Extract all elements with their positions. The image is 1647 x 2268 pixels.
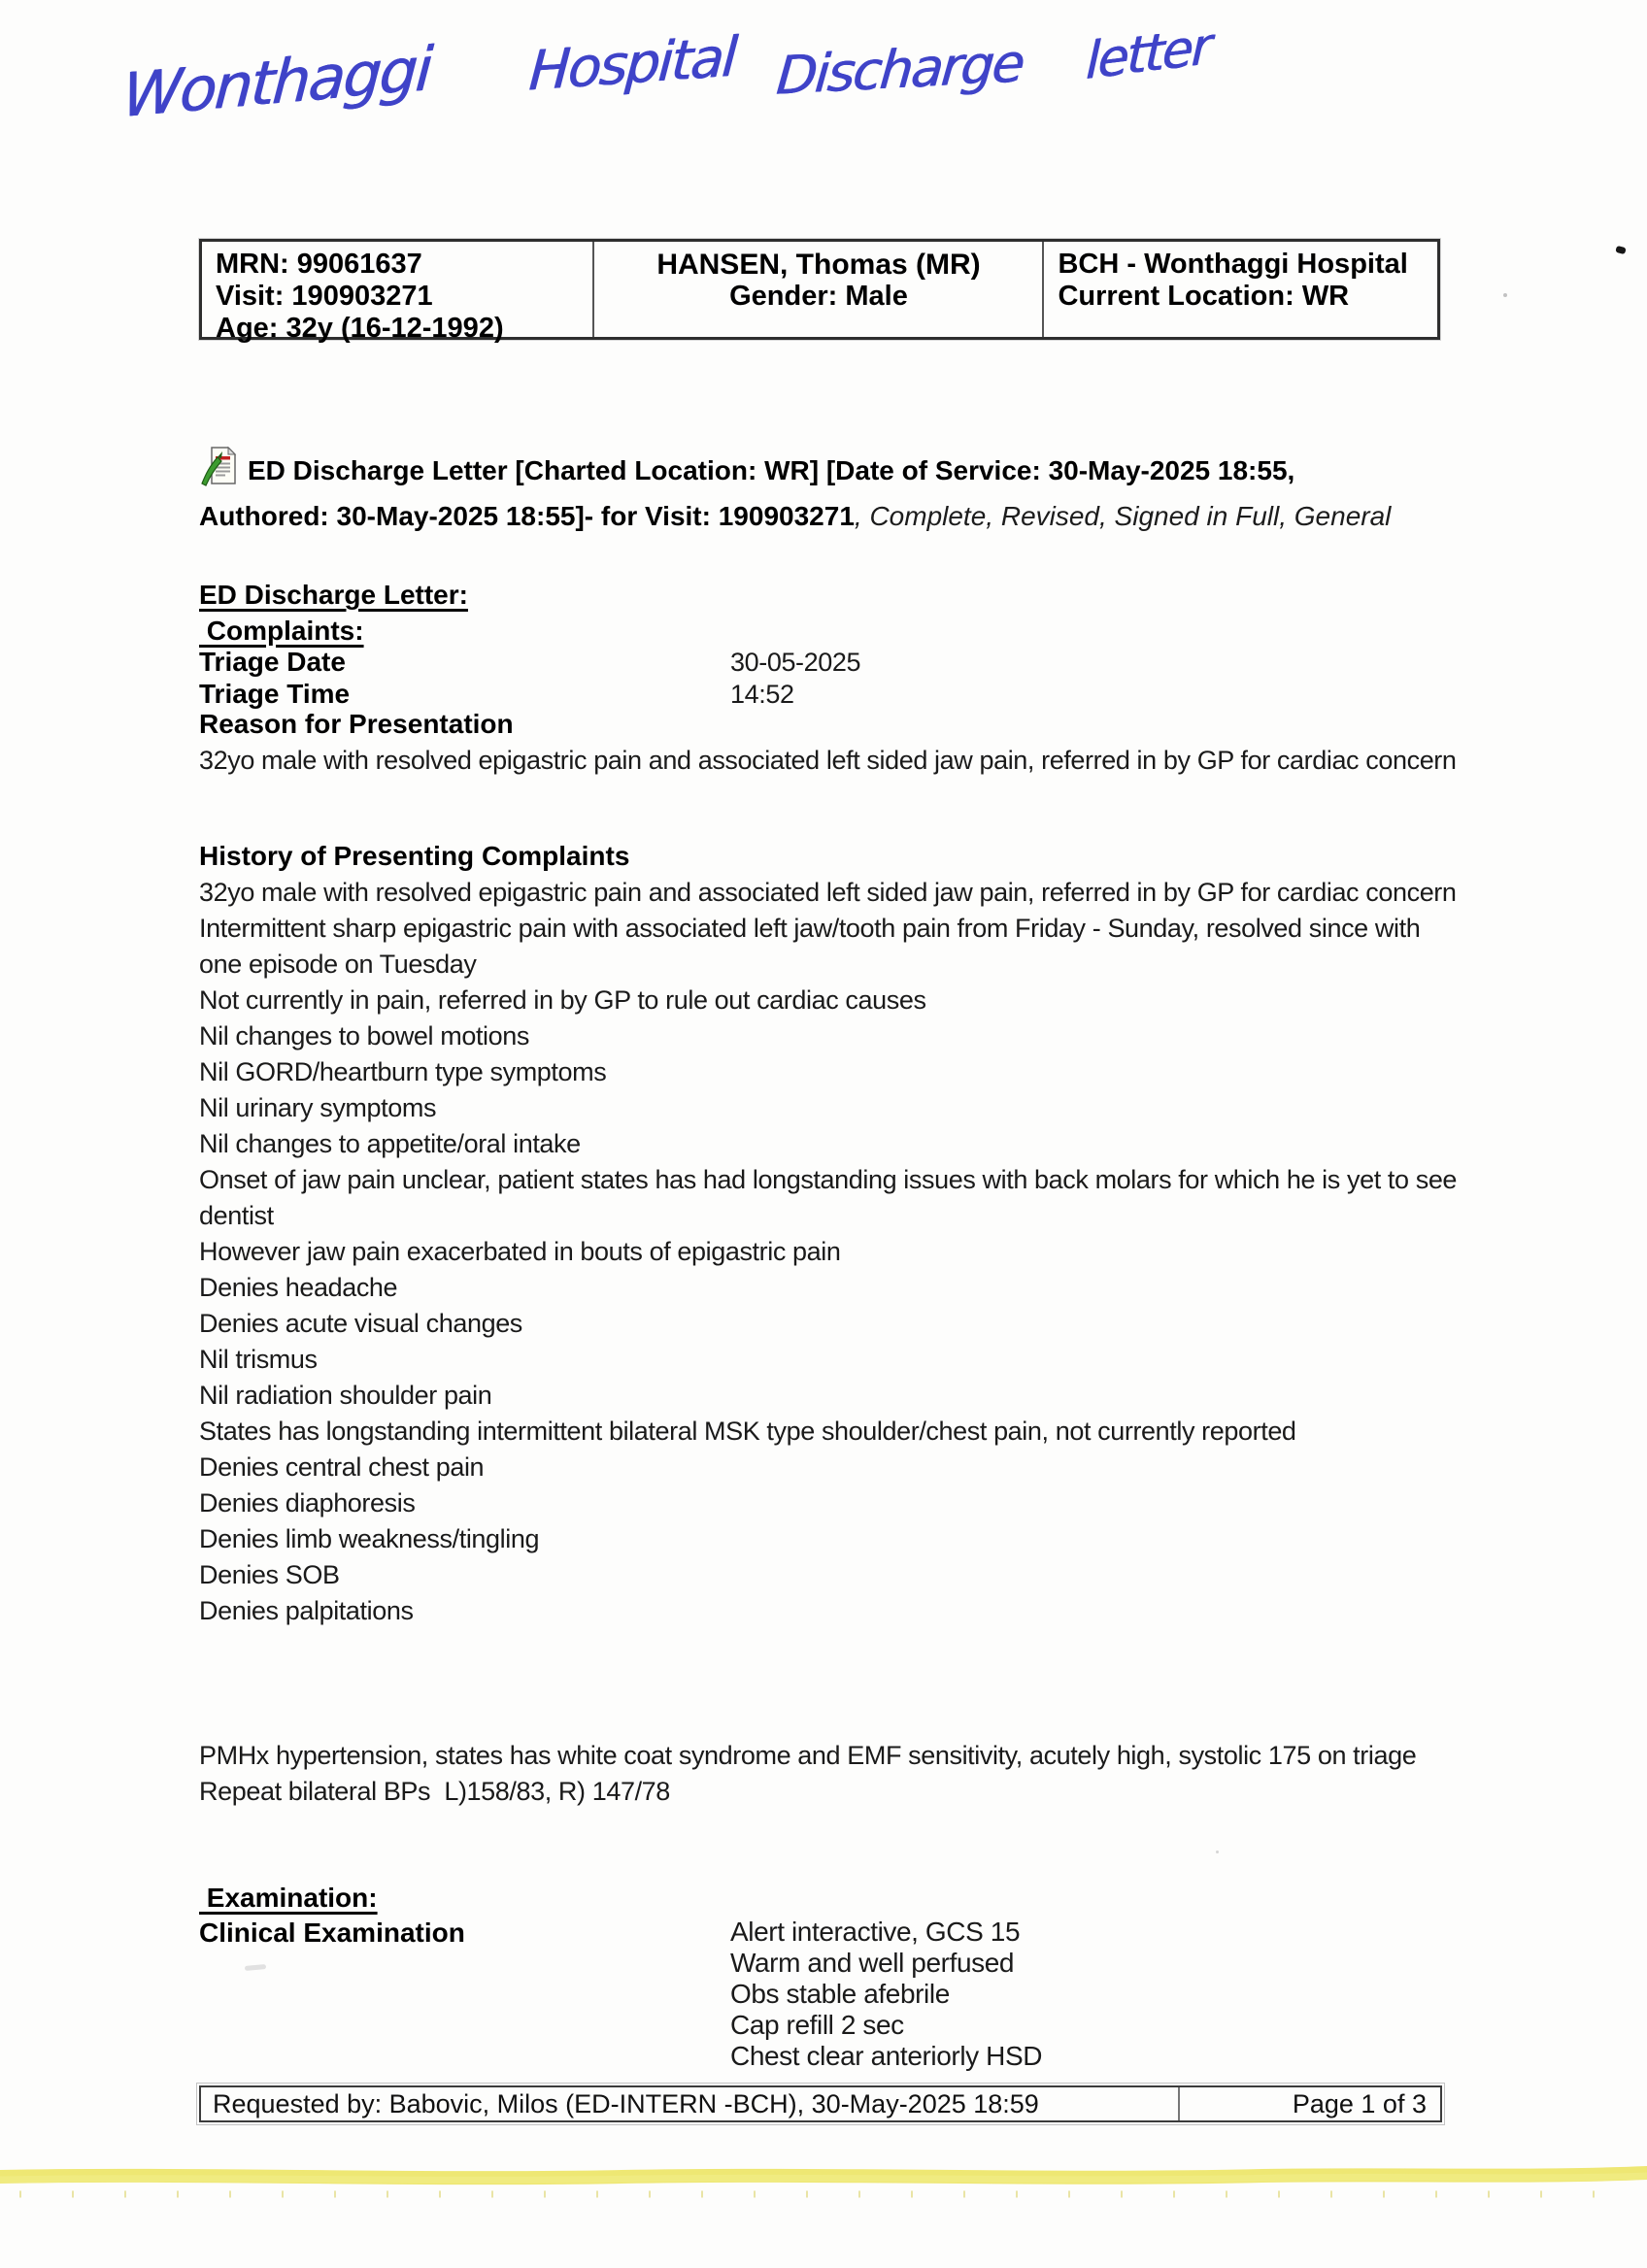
pmhx-paragraphs (199, 1738, 1462, 1810)
patient-ids-cell (202, 242, 594, 344)
triage-date-value: 30-05-2025 (730, 648, 861, 677)
handwritten-word: letter (1085, 17, 1212, 92)
patient-name: HANSEN, Thomas (MR) (656, 249, 981, 281)
pmhx-line: Repeat bilateral BPs L)158/83, R) 147/78 (199, 1777, 670, 1806)
clinical-examination-label: Clinical Examination (199, 1918, 465, 1948)
scan-speck (1503, 293, 1507, 297)
requested-by: Requested by: Babovic, Milos (ED-INTERN -BCH), 30-May-2025 18:59 (201, 2087, 1180, 2120)
history-line: Denies limb weakness/tingling (199, 1524, 540, 1553)
complaints-heading: Complaints: (199, 616, 364, 646)
exam-finding: Chest clear anteriorly HSD (730, 2041, 1043, 2071)
history-line: States has longstanding intermittent bilateral MSK type shoulder/chest pain, not currently reported (199, 1417, 1296, 1446)
history-heading: History of Presenting Complaints (199, 841, 630, 871)
handwritten-word: Discharge (774, 32, 1026, 107)
patient-gender: Gender: Male (729, 281, 908, 312)
triage-date-row (199, 645, 860, 681)
history-line: Nil changes to appetite/oral intake (199, 1129, 581, 1158)
exam-finding: Cap refill 2 sec (730, 2010, 904, 2040)
history-line: Denies SOB (199, 1560, 340, 1589)
history-line: Nil changes to bowel motions (199, 1021, 529, 1051)
exam-finding: Obs stable afebrile (730, 1979, 950, 2009)
history-line: Intermittent sharp epigastric pain with associated left jaw/tooth pain from Friday - Sunday, resolved since with one episode on Tuesday (199, 914, 1421, 979)
clinical-examination-row (199, 1917, 1462, 2072)
patient-header-table (199, 239, 1440, 344)
patient-mrn: MRN: 99061637 (216, 249, 422, 280)
history-line: Not currently in pain, referred in by GP to rule out cardiac causes (199, 985, 926, 1015)
patient-name-cell (594, 242, 1044, 337)
exam-finding: Alert interactive, GCS 15 (730, 1917, 1021, 1947)
triage-time-label: Triage Time (199, 679, 351, 709)
clinical-examination-values (730, 1917, 1042, 2072)
yellow-highlighter-line (0, 2153, 1647, 2212)
history-line: 32yo male with resolved epigastric pain and associated left sided jaw pain, referred in by GP for cardiac concern (199, 878, 1457, 907)
patient-age: Age: 32y (16-12-1992) (216, 313, 504, 344)
handwritten-word: Wonthaggi (120, 32, 434, 132)
reason-text: 32yo male with resolved epigastric pain and associated left sided jaw pain, referred in by GP for cardiac concern (199, 746, 1457, 775)
patient-visit: Visit: 190903271 (216, 281, 433, 312)
ed-discharge-letter-heading: ED Discharge Letter: (199, 580, 468, 610)
document-header-bold: ED Discharge Letter [Charted Location: WR] [Date of Service: 30-May-2025 18:55, Authored: 30-May-2025 18:55]- for Visit: 190903271 (199, 455, 1295, 531)
triage-time-value: 14:52 (730, 680, 794, 709)
history-line: However jaw pain exacerbated in bouts of epigastric pain (199, 1237, 841, 1266)
patient-location-cell (1044, 242, 1436, 337)
triage-date-label: Triage Date (199, 647, 346, 677)
signed-document-icon (199, 445, 240, 498)
history-paragraphs (199, 875, 1462, 1629)
pmhx-line: PMHx hypertension, states has white coat syndrome and EMF sensitivity, acutely high, systolic 175 on triage (199, 1741, 1417, 1770)
current-location: Current Location: WR (1058, 281, 1350, 312)
reason-paragraph (199, 743, 1462, 779)
page-number: Page 1 of 3 (1292, 2088, 1427, 2118)
triage-time-row (199, 677, 794, 713)
handwritten-word: Hospital (526, 25, 738, 104)
history-line: Denies diaphoresis (199, 1488, 416, 1518)
reason-heading: Reason for Presentation (199, 709, 514, 739)
scan-speck (1216, 1851, 1219, 1853)
history-line: Denies acute visual changes (199, 1309, 522, 1338)
document-header (199, 445, 1403, 534)
exam-finding: Warm and well perfused (730, 1948, 1015, 1978)
history-line: Nil radiation shoulder pain (199, 1381, 492, 1410)
facility-name: BCH - Wonthaggi Hospital (1058, 249, 1408, 280)
page-footer (199, 2085, 1442, 2122)
history-line: Nil trismus (199, 1345, 318, 1374)
history-line: Nil urinary symptoms (199, 1093, 437, 1122)
history-line: Denies headache (199, 1273, 398, 1302)
document-header-status: , Complete, Revised, Signed in Full, General (854, 501, 1392, 531)
history-line: Denies central chest pain (199, 1452, 485, 1482)
history-line: Onset of jaw pain unclear, patient states has had longstanding issues with back molars for which he is yet to see dentist (199, 1165, 1458, 1230)
scan-speck (1615, 246, 1626, 254)
history-line: Denies palpitations (199, 1596, 414, 1625)
examination-heading: Examination: (199, 1883, 378, 1913)
history-line: Nil GORD/heartburn type symptoms (199, 1057, 607, 1086)
